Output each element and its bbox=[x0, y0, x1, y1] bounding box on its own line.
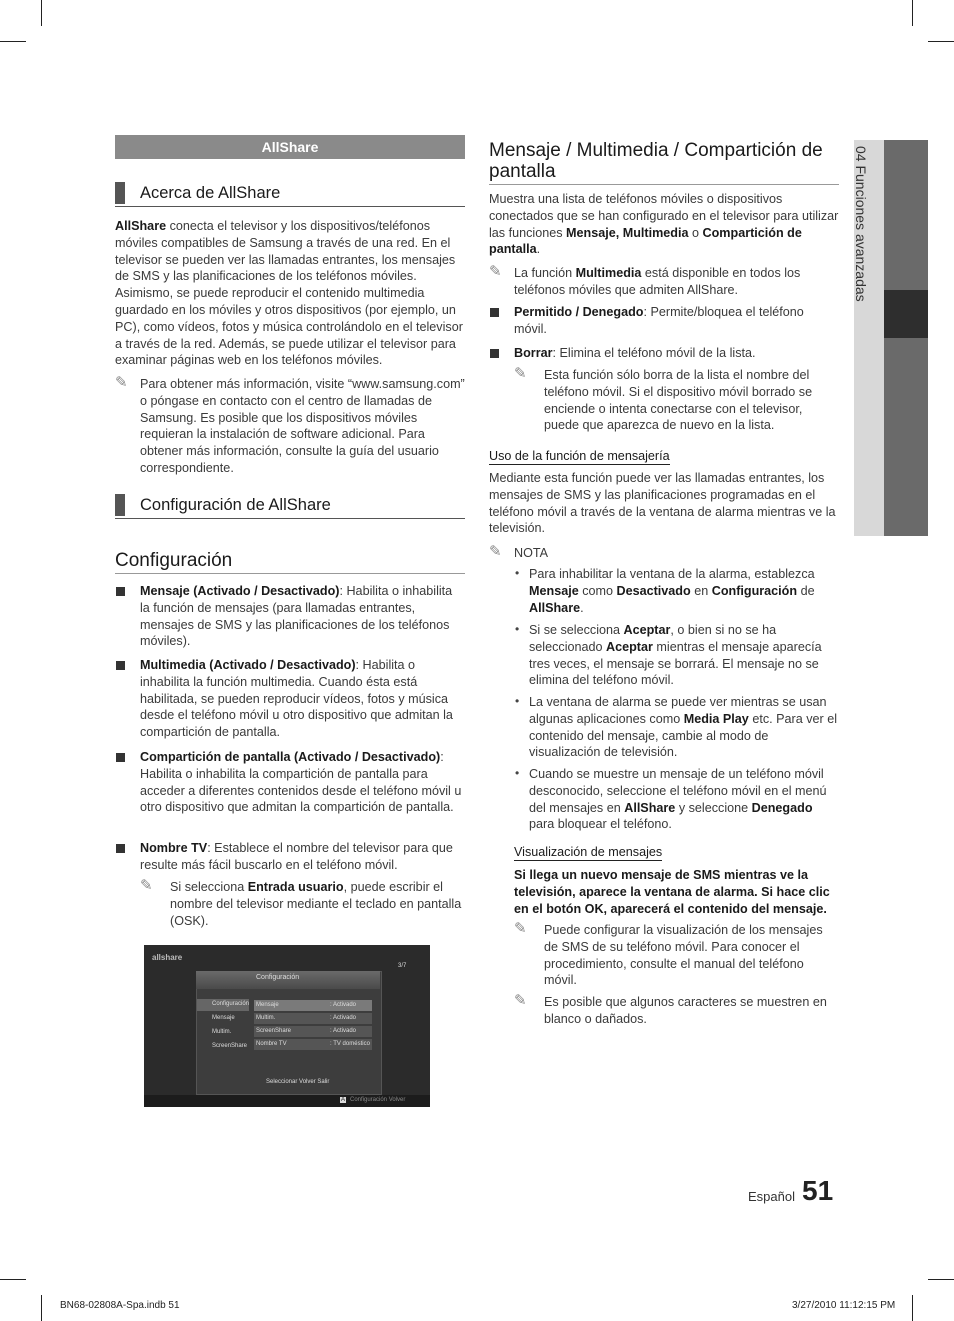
chapter-tab-block bbox=[884, 338, 928, 536]
setting-item: Mensaje (Activado / Desactivado): Habilita o inhabilita la función de mensajes (para llamadas entrantes, mensajes de SMS y las planificaciones de los teléfonos móviles). bbox=[140, 584, 453, 649]
crop-mark bbox=[928, 41, 954, 42]
setting-item: Nombre TV: Establece el nombre del televisor para que resulte más fácil buscarlo en el teléfono móvil. bbox=[140, 841, 453, 872]
crop-mark bbox=[41, 0, 42, 26]
row-name: Nombre TV bbox=[256, 1041, 287, 1047]
crop-mark bbox=[912, 0, 913, 26]
crop-mark bbox=[912, 1295, 913, 1321]
key-a-icon: A bbox=[341, 1097, 346, 1103]
note-text: La función Multimedia está disponible en todos los teléfonos móviles que admiten AllShare. bbox=[514, 266, 801, 297]
menu-item[interactable]: Configuración bbox=[212, 1001, 250, 1007]
section-title-bar: AllShare bbox=[115, 135, 465, 159]
note-pencil-icon: ✎ bbox=[489, 543, 502, 560]
menu-item[interactable]: Mensaje bbox=[212, 1015, 235, 1021]
option-item: Permitido / Denegado: Permite/bloquea el teléfono móvil. bbox=[514, 305, 804, 336]
panel-title: Configuración bbox=[256, 974, 300, 981]
bullet-dot: • bbox=[515, 766, 520, 780]
setting-item: Compartición de pantalla (Activado / Desactivado): Habilita o inhabilita la compartición de pantalla para acceder a diferentes contenidos desde el teléfono móvil u otro dispositivo que admitan la compartición de pantalla. bbox=[140, 750, 462, 815]
crop-mark bbox=[0, 1279, 26, 1280]
row-value: : Activado bbox=[330, 1002, 357, 1008]
print-date: 3/27/2010 11:12:15 PM bbox=[792, 1300, 896, 1311]
bullet-square bbox=[116, 844, 125, 853]
bullet-dot: • bbox=[515, 566, 520, 580]
note-pencil-icon: ✎ bbox=[514, 920, 527, 937]
note-pencil-icon: ✎ bbox=[514, 365, 527, 382]
uso-paragraph: Mediante esta función puede ver las llamadas entrantes, los mensajes de SMS y las planificaciones programadas en el teléfono móvil a través de la ventana de alarma mientras ve la televisión. bbox=[489, 471, 836, 536]
allshare-logo: allshare bbox=[152, 953, 183, 962]
row-name: Multim. bbox=[256, 1015, 276, 1021]
divider bbox=[115, 518, 465, 519]
note-text: Para obtener más información, visite “www.samsung.com” o póngase en contacto con el centro de llamadas de Samsung. Es posible que los dispositivos móviles requieran la instalación de software adicional. Para obtener más información, consulte la guía del usuario correspondiente. bbox=[140, 377, 465, 475]
bold-paragraph: Si llega un nuevo mensaje de SMS mientras ve la televisión, aparece la ventana de alarma. Si hace clic en el botón OK, aparecerá el contenido del mensaje. bbox=[514, 868, 830, 916]
subheading-visualizacion: Visualización de mensajes bbox=[514, 845, 663, 859]
nota-item: Si se selecciona Aceptar, o bien si no se ha seleccionado Aceptar mientras el mensaje aparecía tres veces, el mensaje se borrará. El mensaje no se elimina del teléfono móvil. bbox=[529, 623, 822, 688]
row-name: Mensaje bbox=[256, 1002, 279, 1008]
nota-item: Cuando se muestre un mensaje de un teléfono móvil desconocido, seleccione el teléfono móvil en el menú del mensajes en AllShare y seleccione Denegado para bloquear el teléfono. bbox=[529, 767, 827, 832]
menu-item[interactable]: ScreenShare bbox=[212, 1043, 248, 1049]
divider bbox=[115, 573, 465, 574]
about-paragraph: AllShare conecta el televisor y los dispositivos/teléfonos móviles compatibles de Samsung a través de una red. En el televisor se pueden ver las llamadas entrantes, los mensajes de SMS y las planificaciones de los teléfonos móviles. Asimismo, se puede reproducir el contenido multimedia guardado en los móviles y otros dispositivos (por ejemplo, un PC), como vídeos, fotos y música controlándolo en el televisor a través de la red. Además, se puede utilizar el televisor para examinar páginas web en los teléfonos móviles. bbox=[115, 219, 463, 368]
bullet-square bbox=[490, 349, 499, 358]
intro-paragraph: Muestra una lista de teléfonos móviles o dispositivos conectados que se han configurado en el televisor para utilizar las funciones Mensaje, Multimedia o Compartición de pantalla. bbox=[489, 192, 839, 257]
file-name: BN68-02808A-Spa.indb 51 bbox=[60, 1300, 180, 1311]
bullet-square bbox=[490, 308, 499, 317]
option-item: Borrar: Elimina el teléfono móvil de la lista. bbox=[514, 346, 756, 360]
heading-configuracion: Configuración bbox=[115, 550, 233, 571]
crop-mark bbox=[928, 1279, 954, 1280]
bullet-dot: • bbox=[515, 622, 520, 636]
nota-item: La ventana de alarma se puede ver mientras se usan algunas aplicaciones como Media Play etc. Para ver el contenido del mensaje, cambie al modo de visualización de televisión. bbox=[529, 695, 838, 760]
row-value: : Activado bbox=[330, 1028, 357, 1034]
note-pencil-icon: ✎ bbox=[489, 263, 502, 280]
subheading-uso: Uso de la función de mensajería bbox=[489, 449, 670, 463]
divider bbox=[115, 206, 465, 207]
note-pencil-icon: ✎ bbox=[140, 877, 153, 894]
page-number: 51 bbox=[802, 1175, 834, 1206]
chapter-tab-active bbox=[884, 290, 928, 338]
bullet-square bbox=[116, 587, 125, 596]
subheading-about: Acerca de AllShare bbox=[115, 182, 280, 204]
button-hints: Seleccionar Volver Salir bbox=[266, 1079, 330, 1085]
note-text: Si selecciona Entrada usuario, puede escribir el nombre del televisor mediante el teclado en pantalla (OSK). bbox=[170, 880, 462, 928]
heading-mensaje: Mensaje / Multimedia / Compartición de pantalla bbox=[489, 140, 823, 182]
menu-item[interactable]: Multim. bbox=[212, 1029, 232, 1035]
note-text: Esta función sólo borra de la lista el nombre del teléfono móvil. Si el dispositivo móvil borrado se enciende o intenta conectarse con el televisor, puede que aparezca de nuevo en la lista. bbox=[544, 368, 813, 433]
bullet-square bbox=[116, 661, 125, 670]
language-label: Español bbox=[748, 1189, 795, 1204]
crop-mark bbox=[0, 41, 26, 42]
divider bbox=[489, 184, 839, 185]
setting-item: Multimedia (Activado / Desactivado): Habilita o inhabilita la función multimedia. Cuando ésta está habilitada, se pueden reproducir vídeos, fotos y música desde el teléfono móvil u otro dispositivo que admitan la compartición de pantalla. bbox=[140, 658, 453, 740]
nota-item: Para inhabilitar la ventana de la alarma, establezca Mensaje como Desactivado en Configuración de AllShare. bbox=[529, 567, 815, 615]
chapter-label: 04 Funciones avanzadas bbox=[853, 146, 869, 302]
crop-mark bbox=[41, 1295, 42, 1321]
tv-screenshot bbox=[144, 945, 430, 1107]
page-indicator: 3/7 bbox=[398, 963, 407, 969]
row-name: ScreenShare bbox=[256, 1028, 292, 1034]
bottom-hints: Configuración Volver bbox=[350, 1097, 406, 1103]
bullet-dot: • bbox=[515, 694, 520, 708]
chapter-tab-block bbox=[884, 140, 928, 290]
note-pencil-icon: ✎ bbox=[514, 992, 527, 1009]
nota-label: NOTA bbox=[514, 546, 549, 560]
note-text: Puede configurar la visualización de los mensajes de SMS de su teléfono móvil. Para conocer el procedimiento, consulte el manual del teléfono móvil. bbox=[544, 923, 823, 988]
row-value: : TV doméstico bbox=[330, 1041, 370, 1047]
subheading-config-allshare: Configuración de AllShare bbox=[115, 494, 331, 516]
row-value: : Activado bbox=[330, 1015, 357, 1021]
note-text: Es posible que algunos caracteres se muestren en blanco o dañados. bbox=[544, 995, 827, 1026]
bullet-square bbox=[116, 753, 125, 762]
note-pencil-icon: ✎ bbox=[115, 374, 128, 391]
